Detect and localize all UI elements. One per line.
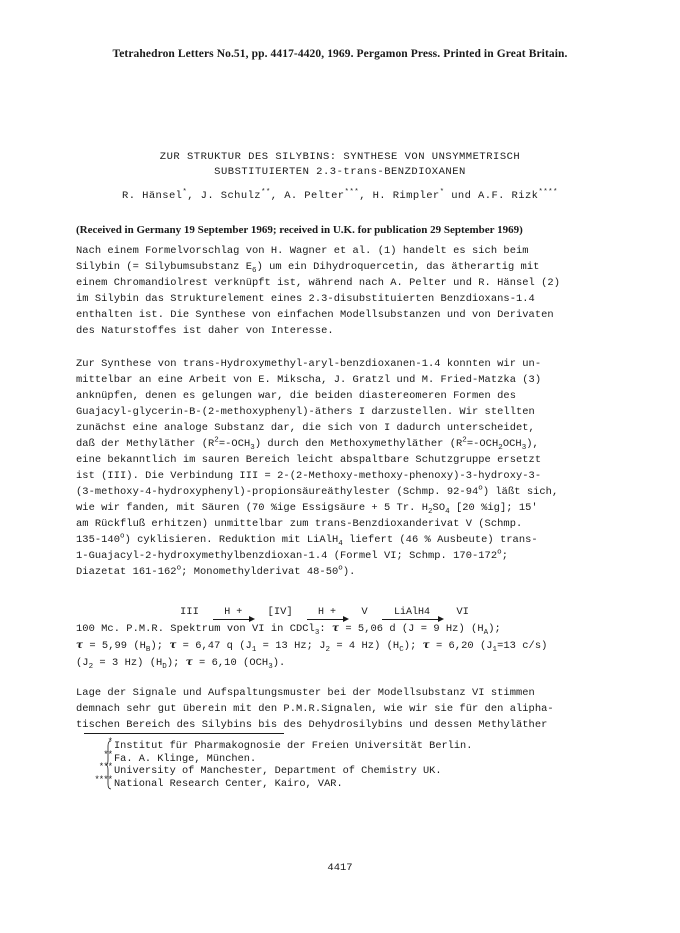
compound-label: V [361, 606, 368, 618]
text-run: ) cyklisieren. Reduktion mit LiAlH [124, 534, 339, 546]
page-number: 4417 [327, 862, 353, 874]
arrow-label: H + [224, 607, 243, 618]
received-note: (Received in Germany 19 September 1969; received in U.K. for publication 29 September 1969) [76, 224, 523, 236]
text-run: [20 %ig]; 15' [449, 502, 538, 514]
text-run: =-OCH [218, 438, 251, 450]
text-run: (3-methoxy-4-hydroxyphenyl)-propionsäureäthylester (Schmp. 92-94 [76, 486, 479, 498]
text-run: 135-140 [76, 534, 120, 546]
title-line-2: SUBSTITUIERTEN 2.3-trans-BENZDIOXANEN [214, 166, 466, 178]
text-line: enthalten ist. Die Synthese von einfachen Modellsubstanzen und von Derivaten [76, 309, 554, 321]
article-title [0, 150, 680, 180]
author-mark: *** [344, 188, 360, 197]
author-conjunction: und [451, 190, 472, 202]
footnote-text: Fa. A. Klinge, München. [114, 752, 257, 765]
text-line: tischen Bereich des Silybins bis des Dehydrosilybins und dessen Methyläther [76, 719, 548, 731]
text-run: ); [403, 640, 423, 652]
compound-label: [IV] [267, 606, 293, 618]
footnote-text: National Research Center, Kairo, VAR. [114, 777, 343, 790]
text-run: = 6,10 (OCH [192, 657, 269, 669]
superscript: o [176, 564, 182, 573]
text-run: liefert (46 % Ausbeute) trans- [342, 534, 538, 546]
superscript: 2 [462, 436, 467, 445]
text-run: ) um ein Dihydroquercetin, das ätherartig mit [256, 261, 540, 273]
superscript: o [478, 484, 483, 493]
text-line [76, 620, 616, 637]
subscript: 4 [445, 508, 450, 517]
text-run: 100 Mc. P.M.R. Spektrum von VI in CDCl [76, 623, 315, 635]
subscript: 6 [252, 267, 257, 276]
author-name: J. Schulz [200, 190, 261, 202]
subscript: 2 [325, 646, 331, 655]
text-line: eine bekanntlich im sauren Bereich leicht abspaltbare Schutzgruppe ersetzt [76, 454, 542, 466]
text-run: ); [150, 640, 170, 652]
tau-symbol: τ [185, 656, 193, 668]
text-line: Guajacyl-glycerin-B-(2-methoxyphenyl)-äthers I darzustellen. Wir stellten [76, 406, 535, 418]
tau-symbol: τ [332, 622, 340, 634]
text-line: am Rückfluß erhitzen) unmittelbar zum trans-Benzdioxanderivat V (Schmp. [76, 518, 523, 530]
text-run: Diazetat 161-162 [76, 566, 177, 578]
text-line: demnach sehr gut überein mit den P.M.R.Signalen, wie wir sie für den alipha- [76, 703, 554, 715]
text-line: einem Chromandiolrest verknüpft ist, während nach A. Pelter und R. Hänsel (2) [76, 277, 560, 289]
arrow-label: H + [318, 607, 337, 618]
footnote-mark: ** [103, 749, 112, 760]
footnote-mark: *** [98, 762, 112, 772]
text-run: = 6,47 q (J [176, 640, 252, 652]
superscript: 2 [214, 436, 219, 445]
footnote-brace [106, 740, 112, 790]
author-mark: * [182, 188, 188, 197]
title-line-1: ZUR STRUKTUR DES SILYBINS: SYNTHESE VON UNSYMMETRISCH [159, 151, 521, 163]
reaction-arrow [213, 608, 253, 620]
text-run: =-OCH [466, 438, 499, 450]
paragraph-2 [76, 356, 616, 580]
footnote-mark: * [107, 737, 112, 747]
text-line: Lage der Signale und Aufspaltungsmuster bei der Modellsubstanz VI stimmen [76, 687, 535, 699]
subscript: B [145, 646, 151, 655]
text-run: = 13 Hz; J [256, 640, 326, 652]
author-list: R. Hänsel*, J. Schulz**, A. Pelter***, H. Rimpler* und A.F. Rizk**** [122, 188, 558, 202]
superscript: o [120, 532, 125, 541]
footnote-text: University of Manchester, Department of Chemistry UK. [114, 765, 442, 777]
subscript: 3 [314, 629, 320, 638]
text-run: ), [526, 438, 539, 450]
subscript: C [399, 646, 404, 655]
text-line [76, 548, 616, 564]
footnote [84, 762, 472, 778]
subscript: 3 [521, 444, 527, 453]
text-run: daß der Methyläther (R [76, 438, 215, 450]
footnotes [84, 737, 473, 790]
subscript: 2 [498, 444, 503, 453]
tau-symbol: τ [169, 639, 177, 651]
text-run: ); [488, 623, 501, 635]
text-run: ) durch den Methoxymethyläther (R [254, 438, 463, 450]
footnote [84, 749, 472, 766]
tau-symbol: τ [422, 639, 430, 651]
text-run: ); [166, 657, 186, 669]
author-mark: ** [260, 188, 271, 197]
text-run: = 6,20 (J [429, 640, 493, 652]
subscript: 2 [88, 663, 94, 672]
text-line: ist (III). Die Verbindung III = 2-(2-Methoxy-methoxy-phenoxy)-3-hydroxy-3- [76, 470, 542, 482]
footnote-rule [84, 733, 284, 734]
text-line: Zur Synthese von trans-Hydroxymethyl-aryl-benzdioxanen-1.4 konnten wir un- [76, 358, 542, 370]
text-line [76, 259, 616, 275]
footnote [84, 737, 473, 753]
text-run: = 4 Hz) (H [330, 640, 400, 652]
text-run: OCH [502, 438, 522, 450]
text-run: =13 c/s) [497, 640, 548, 652]
text-line [76, 654, 616, 671]
subscript: A [483, 629, 489, 638]
subscript: 4 [338, 540, 343, 549]
text-run: ) läßt sich, [482, 486, 559, 498]
text-line [76, 564, 616, 580]
superscript: o [497, 548, 502, 557]
text-run: 1-Guajacyl-2-hydroxymethylbenzdioxan-1.4 (Formel VI; Schmp. 170-172 [76, 550, 498, 562]
subscript: 3 [268, 663, 273, 672]
text-line: zunächst eine analoge Substanz dar, die sich von I dadurch unterscheidet, [76, 422, 535, 434]
subscript: 1 [251, 646, 257, 655]
text-line [76, 532, 616, 548]
footnote [84, 774, 472, 791]
text-line [76, 484, 616, 500]
text-run: (J [76, 657, 89, 669]
text-line [76, 436, 616, 452]
text-run: : [319, 623, 332, 635]
text-run: = 5,06 d (J = 9 Hz) (H [339, 623, 484, 635]
text-line [76, 637, 616, 654]
text-line: anknüpfen, denen es gelungen war, die beiden diastereomeren Formen des [76, 390, 516, 402]
text-run: ). [272, 657, 286, 669]
text-run: wie wir fanden, mit Säuren (70 %ige Essigsäure + 5 Tr. H [76, 502, 428, 514]
nmr-data [76, 620, 616, 671]
tau-symbol: τ [76, 639, 84, 651]
text-line: Nach einem Formelvorschlag von H. Wagner et al. (1) handelt es sich beim [76, 245, 529, 257]
compound-label: III [180, 606, 199, 618]
author-name: H. Rimpler [372, 190, 440, 202]
text-line: im Silybin das Strukturelement eines 2.3-disubstituierten Benzdioxans-1.4 [76, 293, 535, 305]
compound-label: VI [456, 606, 469, 618]
superscript: o [338, 564, 343, 573]
author-name: R. Hänsel [122, 190, 183, 202]
text-run: = 3 Hz) (H [93, 657, 163, 669]
arrow-label: LiAlH4 [393, 607, 430, 618]
text-run: ; [501, 550, 508, 562]
author-name: A. Pelter [284, 190, 345, 202]
text-run: SO [432, 502, 446, 514]
subscript: 2 [427, 508, 433, 517]
text-run: = 5,99 (H [83, 640, 146, 652]
paragraph-3 [76, 685, 616, 733]
text-run: ; Monomethylderivat 48-50 [181, 566, 339, 578]
text-run: Silybin (= Silybumsubstanz E [76, 261, 252, 273]
subscript: 3 [250, 444, 255, 453]
paragraph-1 [76, 243, 616, 339]
text-run: ). [342, 566, 356, 578]
reaction-arrow [382, 608, 442, 620]
text-line: des Naturstoffes ist daher von Interesse. [76, 325, 334, 337]
subscript: D [162, 663, 167, 672]
text-line [76, 500, 616, 516]
reaction-arrow [307, 608, 347, 620]
footnote-text: Institut für Pharmakognosie der Freien Universität Berlin. [114, 740, 473, 752]
subscript: 1 [492, 646, 498, 655]
footnote-mark: **** [94, 774, 112, 785]
author-mark: **** [538, 188, 558, 197]
author-name: A.F. Rizk [478, 190, 539, 202]
journal-header: Tetrahedron Letters No.51, pp. 4417-4420, 1969. Pergamon Press. Printed in Great Britain. [112, 48, 568, 60]
text-line: mittelbar an eine Arbeit von E. Mikscha, J. Gratzl und M. Fried-Matzka (3) [76, 374, 542, 386]
author-mark: * [439, 188, 445, 197]
reaction-scheme [180, 606, 469, 620]
